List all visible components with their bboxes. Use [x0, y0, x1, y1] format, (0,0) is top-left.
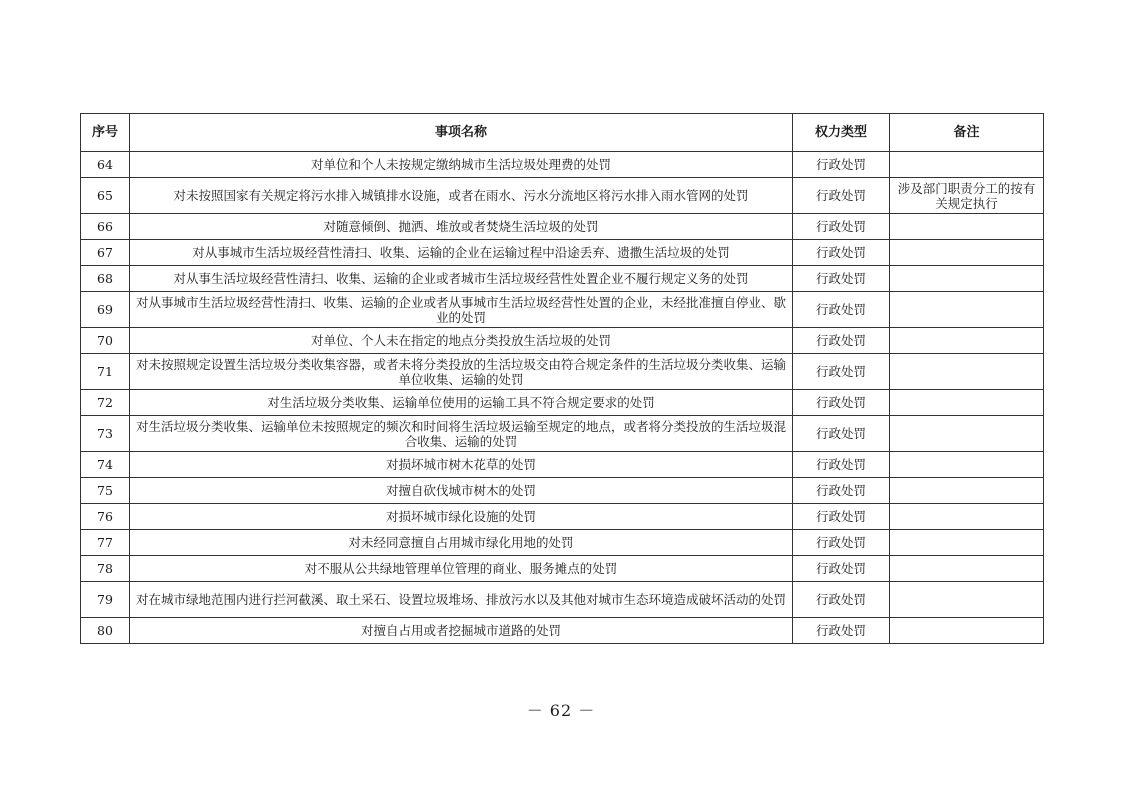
- cell-name: 对未按照国家有关规定将污水排入城镇排水设施，或者在雨水、污水分流地区将污水排入雨水管网的处罚: [130, 178, 793, 214]
- cell-type: 行政处罚: [793, 152, 890, 178]
- cell-note: [890, 556, 1044, 582]
- cell-no: 71: [81, 354, 130, 390]
- cell-name: 对在城市绿地范围内进行拦河截溪、取土采石、设置垃圾堆场、排放污水以及其他对城市生态环境造成破坏活动的处罚: [130, 582, 793, 618]
- cell-type: 行政处罚: [793, 178, 890, 214]
- cell-type: 行政处罚: [793, 416, 890, 452]
- cell-note: [890, 354, 1044, 390]
- cell-name: 对从事生活垃圾经营性清扫、收集、运输的企业或者城市生活垃圾经营性处置企业不履行规定义务的处罚: [130, 266, 793, 292]
- cell-note: [890, 240, 1044, 266]
- table-row: [81, 556, 1044, 582]
- header-note: 备注: [890, 114, 1044, 152]
- cell-name: 对单位和个人未按规定缴纳城市生活垃圾处理费的处罚: [130, 152, 793, 178]
- cell-no: 70: [81, 328, 130, 354]
- cell-no: 78: [81, 556, 130, 582]
- table-row: [81, 266, 1044, 292]
- cell-no: 73: [81, 416, 130, 452]
- cell-type: 行政处罚: [793, 292, 890, 328]
- cell-note: [890, 292, 1044, 328]
- cell-type: 行政处罚: [793, 582, 890, 618]
- cell-name: 对从事城市生活垃圾经营性清扫、收集、运输的企业或者从事城市生活垃圾经营性处置的企业，未经批准擅自停业、歇业的处罚: [130, 292, 793, 328]
- cell-note: [890, 266, 1044, 292]
- table-row: [81, 618, 1044, 644]
- cell-no: 72: [81, 390, 130, 416]
- cell-name: 对生活垃圾分类收集、运输单位使用的运输工具不符合规定要求的处罚: [130, 390, 793, 416]
- table-row: [81, 292, 1044, 328]
- cell-note: [890, 504, 1044, 530]
- cell-type: 行政处罚: [793, 328, 890, 354]
- table-header-row: [81, 114, 1044, 152]
- cell-no: 79: [81, 582, 130, 618]
- cell-type: 行政处罚: [793, 266, 890, 292]
- table-row: [81, 178, 1044, 214]
- cell-type: 行政处罚: [793, 452, 890, 478]
- cell-no: 67: [81, 240, 130, 266]
- cell-name: 对损坏城市绿化设施的处罚: [130, 504, 793, 530]
- cell-type: 行政处罚: [793, 354, 890, 390]
- cell-name: 对擅自砍伐城市树木的处罚: [130, 478, 793, 504]
- table-row: [81, 504, 1044, 530]
- items-table: [80, 113, 1044, 644]
- cell-no: 74: [81, 452, 130, 478]
- table-row: [81, 354, 1044, 390]
- cell-name: 对未按照规定设置生活垃圾分类收集容器，或者未将分类投放的生活垃圾交由符合规定条件的生活垃圾分类收集、运输单位收集、运输的处罚: [130, 354, 793, 390]
- cell-no: 75: [81, 478, 130, 504]
- cell-type: 行政处罚: [793, 556, 890, 582]
- cell-name: 对擅自占用或者挖掘城市道路的处罚: [130, 618, 793, 644]
- cell-name: 对随意倾倒、抛洒、堆放或者焚烧生活垃圾的处罚: [130, 214, 793, 240]
- cell-note: [890, 478, 1044, 504]
- cell-note: 涉及部门职责分工的按有关规定执行: [890, 178, 1044, 214]
- cell-type: 行政处罚: [793, 390, 890, 416]
- cell-note: [890, 416, 1044, 452]
- cell-note: [890, 582, 1044, 618]
- page-number: － 62 －: [526, 701, 596, 720]
- table-row: [81, 390, 1044, 416]
- table-row: [81, 328, 1044, 354]
- table-row: [81, 152, 1044, 178]
- cell-type: 行政处罚: [793, 478, 890, 504]
- table-row: [81, 478, 1044, 504]
- cell-name: 对未经同意擅自占用城市绿化用地的处罚: [130, 530, 793, 556]
- cell-name: 对损坏城市树木花草的处罚: [130, 452, 793, 478]
- header-no: 序号: [81, 114, 130, 152]
- cell-name: 对不服从公共绿地管理单位管理的商业、服务摊点的处罚: [130, 556, 793, 582]
- table-row: [81, 214, 1044, 240]
- cell-no: 64: [81, 152, 130, 178]
- table-row: [81, 582, 1044, 618]
- cell-note: [890, 618, 1044, 644]
- header-name: 事项名称: [130, 114, 793, 152]
- cell-name: 对单位、个人未在指定的地点分类投放生活垃圾的处罚: [130, 328, 793, 354]
- cell-note: [890, 328, 1044, 354]
- cell-no: 77: [81, 530, 130, 556]
- header-type: 权力类型: [793, 114, 890, 152]
- cell-type: 行政处罚: [793, 618, 890, 644]
- cell-note: [890, 390, 1044, 416]
- cell-note: [890, 214, 1044, 240]
- cell-type: 行政处罚: [793, 214, 890, 240]
- table-row: [81, 416, 1044, 452]
- cell-no: 80: [81, 618, 130, 644]
- cell-no: 76: [81, 504, 130, 530]
- cell-type: 行政处罚: [793, 504, 890, 530]
- table-row: [81, 530, 1044, 556]
- cell-no: 69: [81, 292, 130, 328]
- cell-no: 68: [81, 266, 130, 292]
- table-row: [81, 452, 1044, 478]
- cell-name: 对从事城市生活垃圾经营性清扫、收集、运输的企业在运输过程中沿途丢弃、遗撒生活垃圾的处罚: [130, 240, 793, 266]
- cell-type: 行政处罚: [793, 530, 890, 556]
- cell-type: 行政处罚: [793, 240, 890, 266]
- cell-note: [890, 530, 1044, 556]
- cell-no: 66: [81, 214, 130, 240]
- cell-name: 对生活垃圾分类收集、运输单位未按照规定的频次和时间将生活垃圾运输至规定的地点，或者将分类投放的生活垃圾混合收集、运输的处罚: [130, 416, 793, 452]
- cell-no: 65: [81, 178, 130, 214]
- cell-note: [890, 152, 1044, 178]
- table-row: [81, 240, 1044, 266]
- cell-note: [890, 452, 1044, 478]
